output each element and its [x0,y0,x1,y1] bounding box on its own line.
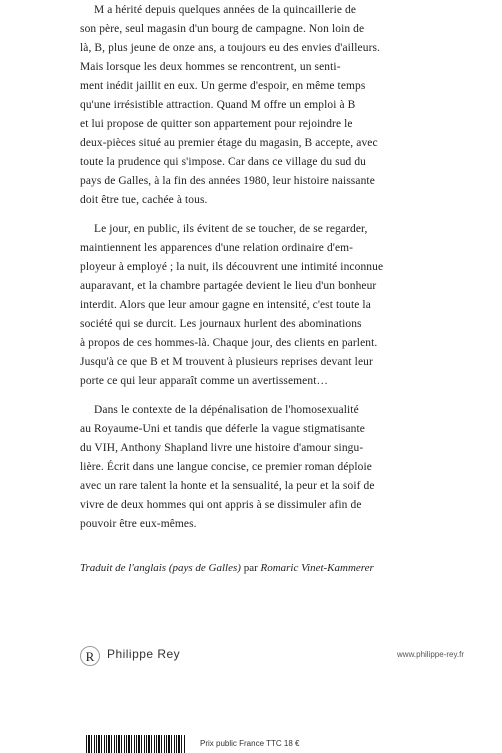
barcode-area [80,732,440,753]
publisher-footer [80,643,464,673]
translator-prefix: Traduit de l'anglais (pays de Galles) [80,562,244,575]
translator-by: par [243,562,258,575]
publisher-url: www.philippe-rey.fr [397,650,464,659]
blurb-paragraph-3: Dans le contexte de la dépénalisation de l'homosexualité au Royaume-Uni et tandis que déferle la vague stigmatisante du VIH, Anthony Shapland livre une histoire d'amour singu- lière. Écrit dans une langue concise, ce premier roman déploie avec un rare talent la honte et la sensualité, la peur et la soif de vivre de deux hommes qui ont appris à se dissimuler afin de pouvoir être eux-mêmes. [80,403,375,531]
publisher-name: Philippe Rey [107,647,181,661]
publisher-logo-letter: R [85,648,95,664]
publisher-logo-icon [80,646,100,666]
translator-credit [80,560,430,576]
barcode-icon [86,735,186,753]
blurb [80,0,430,576]
price-label: Prix public France TTC 18 € [200,739,300,748]
translator-name: Romaric Vinet-Kammerer [257,562,374,575]
blurb-paragraph-1: M a hérité depuis quelques années de la quincaillerie de son père, seul magasin d'un bourg de campagne. Non loin de là, B, plus jeune de onze ans, a toujours eu des envies d'ailleurs. Mais lorsque les deux hommes se rencontrent, un senti- ment inédit jaillit en eux. Un germe d'espoir, en même temps qu'une irrésistible attraction. Quand M offre un emploi à B et lui propose de quitter son appartement pour rejoindre le deux-pièces situé au premier étage du magasin, B accepte, avec toute la prudence qui s'impose. Car dans ce village du sud du pays de Galles, à la fin des années 1980, leur histoire naissante doit être tue, cachée à tous. [80,4,381,207]
blurb-paragraph-2: Le jour, en public, ils évitent de se toucher, de se regarder, maintiennent les apparences d'une relation ordinaire d'em- ployeur à employé ; la nuit, ils découvrent une intimité inconnue auparavant, et la chambre partagée devient le lieu d'un bonheur interdit. Alors que leur amour gagne en intensité, c'est toute la société qui se durcit. Les journaux hurlent des abominations à propos de ces hommes-là. Chaque jour, des clients en parlent. Jusqu'à ce que B et M trouvent à plusieurs reprises devant leur porte ce qui leur apparaît comme un avertissement… [80,222,384,387]
